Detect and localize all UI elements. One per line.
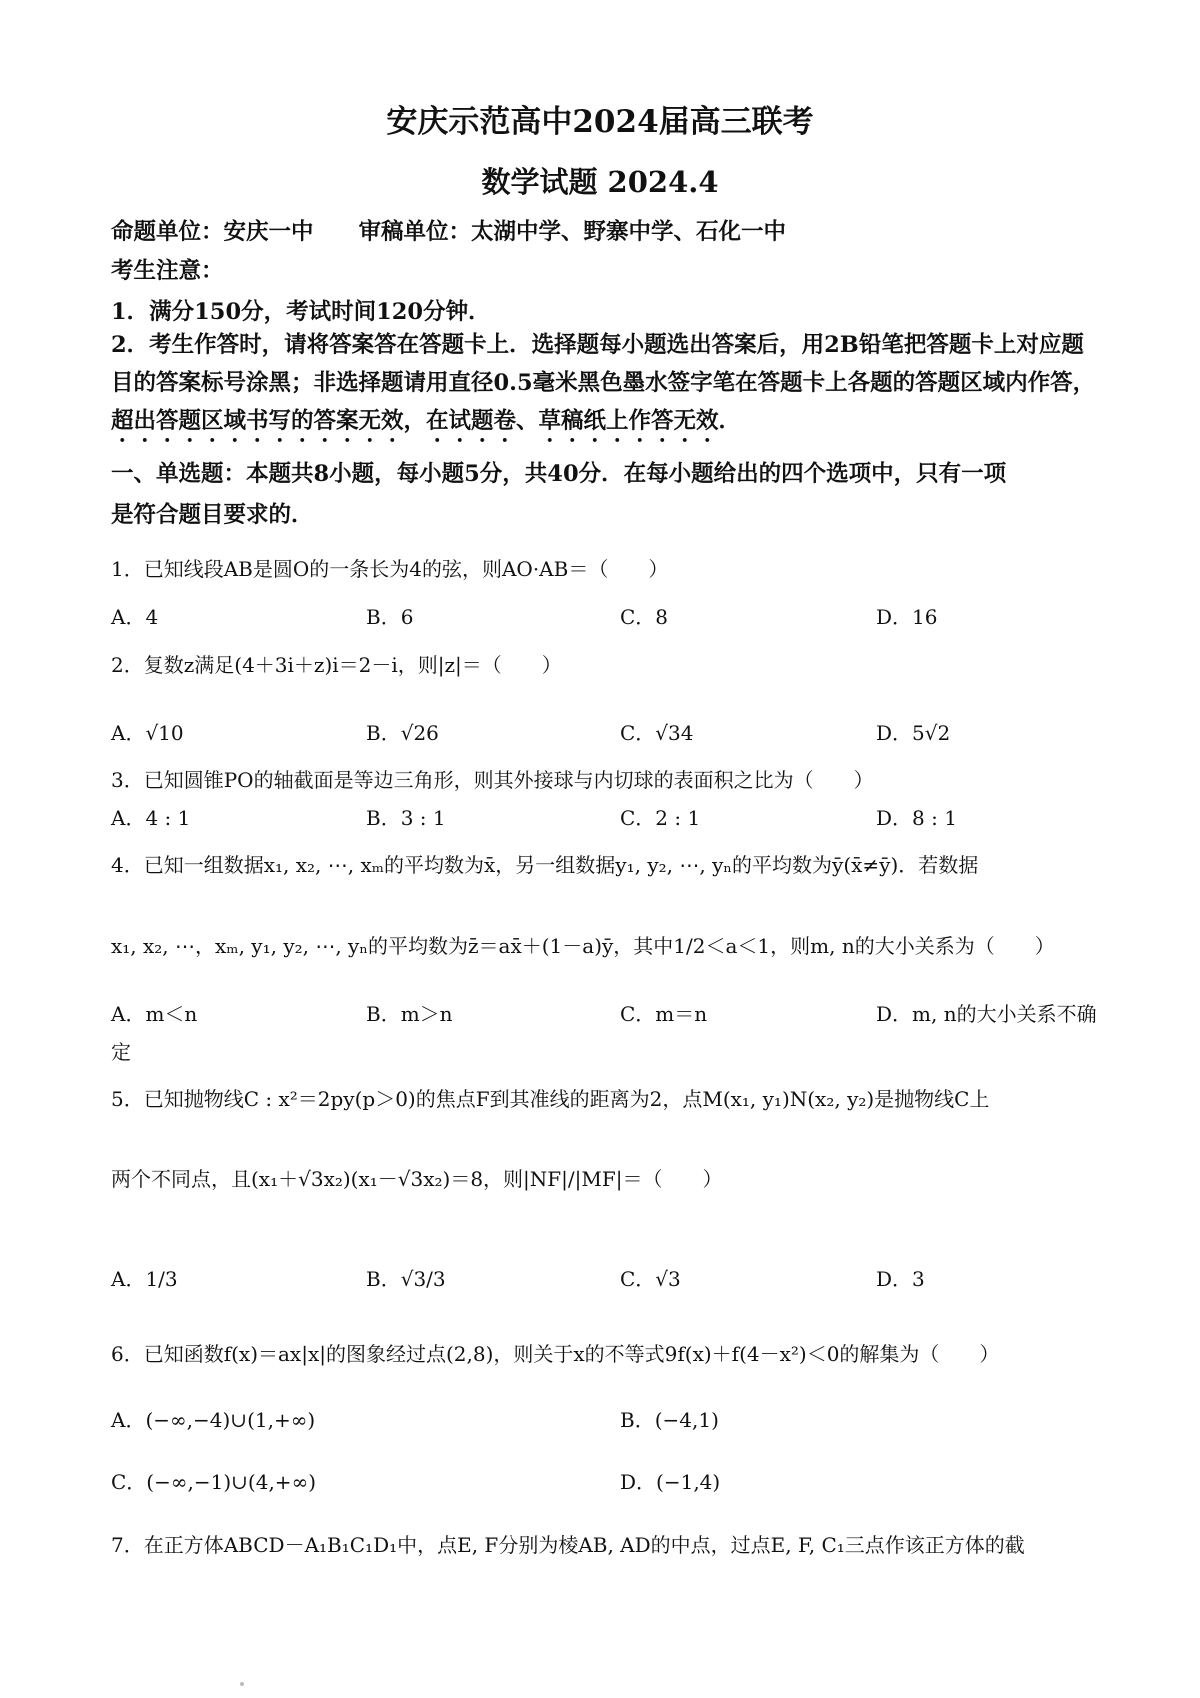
q5-option-a[interactable]: A．1/3 — [111, 1267, 178, 1291]
question-5-stem-line1: 5．已知抛物线C : x²＝2py(p＞0)的焦点F到其准线的距离为2，点M(x₁, y₁)N(x₂, y₂)是抛物线C上 — [111, 1087, 990, 1111]
q3-option-b[interactable]: B．3 : 1 — [366, 806, 446, 830]
q5-option-d[interactable]: D．3 — [876, 1267, 925, 1291]
q6-option-c[interactable]: C．(−∞,−1)∪(4,+∞) — [111, 1470, 317, 1494]
q4-option-b[interactable]: B．m＞n — [366, 1002, 453, 1026]
rule-2 — [111, 326, 1096, 447]
question-4-stem-line1: 4．已知一组数据x₁, x₂, ⋯, xₘ的平均数为x̄，另一组数据y₁, y₂, ⋯, yₙ的平均数为ȳ(x̄≠ȳ)．若数据 — [111, 853, 979, 877]
setter-units: 命题单位：安庆一中 审稿单位：太湖中学、野寨中学、石化一中 — [111, 219, 787, 245]
q1-option-b[interactable]: B．6 — [366, 605, 414, 629]
question-1-stem: 1．已知线段AB是圆O的一条长为4的弦，则AO·AB＝（ ） — [111, 557, 669, 581]
rule-1: 1．满分150分，考试时间120分钟． — [111, 299, 491, 325]
question-7-stem: 7．在正方体ABCD－A₁B₁C₁D₁中，点E, F分别为棱AB, AD的中点，过点E, F, C₁三点作该正方体的截 — [111, 1533, 1025, 1557]
question-3-stem: 3．已知圆锥PO的轴截面是等边三角形，则其外接球与内切球的表面积之比为（ ） — [111, 768, 874, 792]
question-4-stem-line2: x₁, x₂, ⋯，xₘ, y₁, y₂, ⋯, yₙ的平均数为z̄＝ax̄＋(1－a)ȳ，其中1/2＜a＜1，则m, n的大小关系为（ ） — [111, 934, 1055, 958]
q4-option-d-continued: 定 — [111, 1040, 131, 1064]
rule-2-end: ． — [718, 408, 742, 434]
q5-option-c[interactable]: C．√3 — [620, 1267, 681, 1291]
q5-option-b[interactable]: B．√3/3 — [366, 1267, 446, 1291]
notice-heading: 考生注意： — [111, 258, 224, 284]
scan-speck — [240, 1682, 244, 1686]
rule-2-emphasis: 超出答题区域书写的答案无效，在试题卷、草稿纸上作答无效 — [111, 408, 719, 434]
q2-option-d[interactable]: D．5√2 — [876, 721, 951, 745]
q1-option-c[interactable]: C．8 — [620, 605, 669, 629]
q3-option-c[interactable]: C．2 : 1 — [620, 806, 701, 830]
q6-option-b[interactable]: B．(−4,1) — [620, 1408, 719, 1432]
q1-option-d[interactable]: D．16 — [876, 605, 938, 629]
rule-2-text: 2．考生作答时，请将答案答在答题卡上．选择题每小题选出答案后，用2B铅笔把答题卡上对应题目的答案标号涂黑；非选择题请用直径0.5毫米黑色墨水签字笔在答题卡上各题的答题区域内作答， — [111, 332, 1096, 396]
q6-option-a[interactable]: A．(−∞,−4)∪(1,+∞) — [111, 1408, 316, 1432]
question-6-stem: 6．已知函数f(x)＝ax|x|的图象经过点(2,8)，则关于x的不等式9f(x)＋f(4－x²)＜0的解集为（ ） — [111, 1342, 1000, 1366]
q3-option-d[interactable]: D．8 : 1 — [876, 806, 957, 830]
q1-option-a[interactable]: A．4 — [111, 605, 159, 629]
exam-subtitle: 数学试题 2024.4 — [481, 165, 719, 199]
section-heading-line2: 是符合题目要求的． — [111, 502, 314, 528]
q2-option-a[interactable]: A．√10 — [111, 721, 184, 745]
q3-option-a[interactable]: A．4 : 1 — [111, 806, 191, 830]
q4-option-a[interactable]: A．m＜n — [111, 1002, 198, 1026]
q2-option-b[interactable]: B．√26 — [366, 721, 439, 745]
exam-title: 安庆示范高中2024届高三联考 — [386, 104, 814, 140]
question-5-stem-line2: 两个不同点，且(x₁＋√3x₂)(x₁－√3x₂)＝8，则|NF|/|MF|＝（ ） — [111, 1167, 723, 1191]
q4-option-c[interactable]: C．m＝n — [620, 1002, 708, 1026]
question-2-stem: 2．复数z满足(4＋3i＋z)i＝2－i，则|z|＝（ ） — [111, 653, 562, 677]
q2-option-c[interactable]: C．√34 — [620, 721, 694, 745]
q4-option-d[interactable]: D．m, n的大小关系不确 — [876, 1002, 1097, 1026]
section-heading-line1: 一、单选题：本题共8小题，每小题5分，共40分．在每小题给出的四个选项中，只有一项 — [111, 461, 1007, 487]
q6-option-d[interactable]: D．(−1,4) — [620, 1470, 721, 1494]
